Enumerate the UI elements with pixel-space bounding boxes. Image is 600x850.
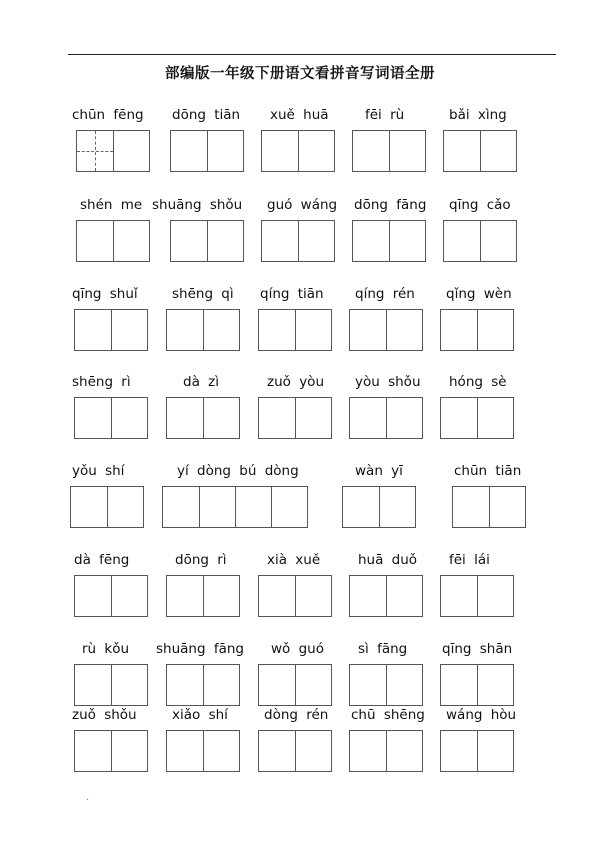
- writing-box[interactable]: [235, 487, 271, 527]
- pinyin-label: hóng sè: [449, 374, 507, 390]
- writing-box[interactable]: [199, 487, 235, 527]
- writing-box[interactable]: [441, 310, 477, 350]
- writing-box[interactable]: [259, 398, 295, 438]
- writing-boxes[interactable]: [349, 397, 423, 439]
- pinyin-label: rù kǒu: [82, 641, 130, 657]
- writing-box[interactable]: [477, 576, 513, 616]
- writing-boxes[interactable]: [349, 575, 423, 617]
- writing-box[interactable]: [167, 576, 203, 616]
- pinyin-label: wáng hòu: [446, 707, 517, 723]
- pinyin-label: chū shēng: [351, 707, 425, 723]
- writing-boxes[interactable]: [342, 486, 416, 528]
- writing-boxes[interactable]: [76, 130, 150, 172]
- writing-boxes[interactable]: [162, 486, 308, 528]
- writing-box[interactable]: [298, 221, 334, 261]
- writing-box[interactable]: [111, 576, 147, 616]
- writing-boxes[interactable]: [166, 397, 240, 439]
- writing-boxes[interactable]: [258, 730, 332, 772]
- writing-boxes[interactable]: [74, 397, 148, 439]
- writing-box[interactable]: [386, 310, 422, 350]
- writing-boxes[interactable]: [170, 220, 244, 262]
- writing-box[interactable]: [107, 487, 143, 527]
- writing-boxes[interactable]: [440, 730, 514, 772]
- writing-box[interactable]: [259, 576, 295, 616]
- writing-box[interactable]: [75, 398, 111, 438]
- writing-box[interactable]: [389, 221, 425, 261]
- pinyin-label: bǎi xìng: [449, 107, 507, 123]
- word-row: [0, 640, 600, 710]
- writing-box[interactable]: [441, 665, 477, 705]
- footer-mark: .: [86, 792, 90, 803]
- writing-boxes[interactable]: [258, 575, 332, 617]
- pinyin-label: shēng rì: [72, 374, 131, 390]
- pinyin-label: qíng tiān: [260, 286, 324, 302]
- writing-box[interactable]: [295, 398, 331, 438]
- writing-box[interactable]: [477, 310, 513, 350]
- pinyin-label: chūn tiān: [454, 463, 522, 479]
- writing-box[interactable]: [207, 221, 243, 261]
- writing-box[interactable]: [379, 487, 415, 527]
- writing-box[interactable]: [441, 731, 477, 771]
- pinyin-label: dà fēng: [74, 552, 130, 568]
- writing-boxes[interactable]: [258, 309, 332, 351]
- pinyin-label: qīng shuǐ: [72, 286, 138, 302]
- writing-boxes[interactable]: [74, 664, 148, 706]
- word-row: [0, 706, 600, 776]
- writing-box[interactable]: [453, 487, 489, 527]
- pinyin-label: dōng rì: [175, 552, 227, 568]
- writing-box[interactable]: [386, 665, 422, 705]
- writing-box[interactable]: [489, 487, 525, 527]
- writing-boxes[interactable]: [443, 220, 517, 262]
- writing-boxes[interactable]: [74, 730, 148, 772]
- writing-box[interactable]: [75, 576, 111, 616]
- writing-box[interactable]: [163, 487, 199, 527]
- writing-boxes[interactable]: [443, 130, 517, 172]
- pinyin-label: huā duǒ: [358, 552, 418, 568]
- writing-boxes[interactable]: [352, 220, 426, 262]
- writing-box[interactable]: [71, 487, 107, 527]
- writing-boxes[interactable]: [170, 130, 244, 172]
- writing-boxes[interactable]: [261, 130, 335, 172]
- writing-box[interactable]: [350, 310, 386, 350]
- writing-box[interactable]: [259, 731, 295, 771]
- pinyin-label: qīng shān: [442, 641, 513, 657]
- pinyin-label: dōng fāng: [354, 197, 427, 213]
- writing-box[interactable]: [75, 665, 111, 705]
- pinyin-label: chūn fēng: [72, 107, 144, 123]
- writing-box[interactable]: [207, 131, 243, 171]
- writing-box[interactable]: [295, 731, 331, 771]
- word-row: [0, 551, 600, 621]
- writing-box[interactable]: [350, 398, 386, 438]
- writing-box[interactable]: [167, 731, 203, 771]
- pinyin-label: yòu shǒu: [355, 374, 421, 390]
- writing-box[interactable]: [259, 310, 295, 350]
- writing-box[interactable]: [353, 221, 389, 261]
- writing-box[interactable]: [171, 221, 207, 261]
- writing-box[interactable]: [386, 398, 422, 438]
- writing-box[interactable]: [262, 131, 298, 171]
- writing-box[interactable]: [350, 731, 386, 771]
- word-row: [0, 373, 600, 443]
- pinyin-label: shēng qì: [172, 286, 234, 302]
- writing-box[interactable]: [441, 398, 477, 438]
- writing-boxes[interactable]: [349, 309, 423, 351]
- writing-boxes[interactable]: [440, 397, 514, 439]
- writing-box[interactable]: [167, 665, 203, 705]
- writing-boxes[interactable]: [452, 486, 526, 528]
- writing-boxes[interactable]: [76, 220, 150, 262]
- writing-box[interactable]: [75, 310, 111, 350]
- writing-boxes[interactable]: [70, 486, 144, 528]
- word-row: [0, 462, 600, 532]
- page-title: 部编版一年级下册语文看拼音写词语全册: [165, 65, 435, 82]
- pinyin-label: sì fāng: [358, 641, 408, 657]
- writing-box[interactable]: [295, 310, 331, 350]
- header-rule: [68, 54, 556, 55]
- writing-box[interactable]: [259, 665, 295, 705]
- writing-box[interactable]: [295, 576, 331, 616]
- writing-boxes[interactable]: [258, 397, 332, 439]
- pinyin-label: shén me: [80, 197, 143, 213]
- writing-boxes[interactable]: [352, 130, 426, 172]
- pinyin-label: wàn yī: [355, 463, 403, 479]
- writing-box[interactable]: [203, 731, 239, 771]
- pinyin-label: zuǒ shǒu: [72, 707, 137, 723]
- writing-box[interactable]: [389, 131, 425, 171]
- pinyin-label: fēi rù: [365, 107, 405, 123]
- word-row: [0, 106, 600, 176]
- writing-box[interactable]: [350, 576, 386, 616]
- writing-box[interactable]: [295, 665, 331, 705]
- pinyin-label: wǒ guó: [271, 641, 324, 657]
- writing-box[interactable]: [113, 131, 149, 171]
- writing-box[interactable]: [111, 665, 147, 705]
- pinyin-label: qǐng wèn: [446, 286, 512, 302]
- pinyin-label: dōng tiān: [172, 107, 241, 123]
- writing-boxes[interactable]: [349, 730, 423, 772]
- writing-boxes[interactable]: [166, 664, 240, 706]
- writing-box[interactable]: [350, 665, 386, 705]
- writing-box[interactable]: [203, 576, 239, 616]
- writing-boxes[interactable]: [258, 664, 332, 706]
- writing-boxes[interactable]: [166, 575, 240, 617]
- writing-box[interactable]: [111, 731, 147, 771]
- writing-box[interactable]: [262, 221, 298, 261]
- writing-box[interactable]: [477, 665, 513, 705]
- writing-box[interactable]: [77, 221, 113, 261]
- writing-box[interactable]: [111, 310, 147, 350]
- writing-box[interactable]: [477, 731, 513, 771]
- writing-boxes[interactable]: [166, 730, 240, 772]
- writing-box[interactable]: [480, 131, 516, 171]
- pinyin-label: qīng cǎo: [449, 197, 511, 213]
- writing-boxes[interactable]: [74, 575, 148, 617]
- writing-boxes[interactable]: [261, 220, 335, 262]
- pinyin-label: shuāng fāng: [156, 641, 244, 657]
- writing-box[interactable]: [171, 131, 207, 171]
- pinyin-label: shuāng shǒu: [152, 197, 243, 213]
- pinyin-label: qíng rén: [355, 286, 415, 302]
- writing-boxes[interactable]: [349, 664, 423, 706]
- writing-box[interactable]: [167, 310, 203, 350]
- pinyin-label: guó wáng: [267, 197, 338, 213]
- writing-box[interactable]: [477, 398, 513, 438]
- writing-box[interactable]: [444, 131, 480, 171]
- word-row: [0, 285, 600, 355]
- writing-box[interactable]: [271, 487, 307, 527]
- pinyin-label: zuǒ yòu: [267, 374, 324, 390]
- writing-box[interactable]: [298, 131, 334, 171]
- writing-box[interactable]: [386, 731, 422, 771]
- writing-box[interactable]: [343, 487, 379, 527]
- pinyin-label: dòng rén: [264, 707, 329, 723]
- writing-boxes[interactable]: [440, 575, 514, 617]
- writing-box[interactable]: [77, 131, 113, 171]
- word-row: [0, 196, 600, 266]
- writing-box[interactable]: [111, 398, 147, 438]
- writing-box[interactable]: [167, 398, 203, 438]
- pinyin-label: yí dòng bú dòng: [177, 463, 299, 479]
- writing-boxes[interactable]: [440, 664, 514, 706]
- pinyin-label: yǒu shí: [72, 463, 125, 479]
- writing-box[interactable]: [386, 576, 422, 616]
- writing-boxes[interactable]: [440, 309, 514, 351]
- pinyin-label: xuě huā: [270, 107, 329, 123]
- writing-box[interactable]: [444, 221, 480, 261]
- writing-boxes[interactable]: [74, 309, 148, 351]
- writing-box[interactable]: [480, 221, 516, 261]
- writing-box[interactable]: [203, 310, 239, 350]
- pinyin-label: dà zì: [183, 374, 219, 390]
- pinyin-label: xià xuě: [267, 552, 321, 568]
- writing-box[interactable]: [75, 731, 111, 771]
- writing-box[interactable]: [353, 131, 389, 171]
- pinyin-label: xiǎo shí: [172, 707, 228, 723]
- writing-box[interactable]: [203, 665, 239, 705]
- writing-box[interactable]: [113, 221, 149, 261]
- writing-box[interactable]: [203, 398, 239, 438]
- writing-box[interactable]: [441, 576, 477, 616]
- writing-boxes[interactable]: [166, 309, 240, 351]
- pinyin-label: fēi lái: [449, 552, 490, 568]
